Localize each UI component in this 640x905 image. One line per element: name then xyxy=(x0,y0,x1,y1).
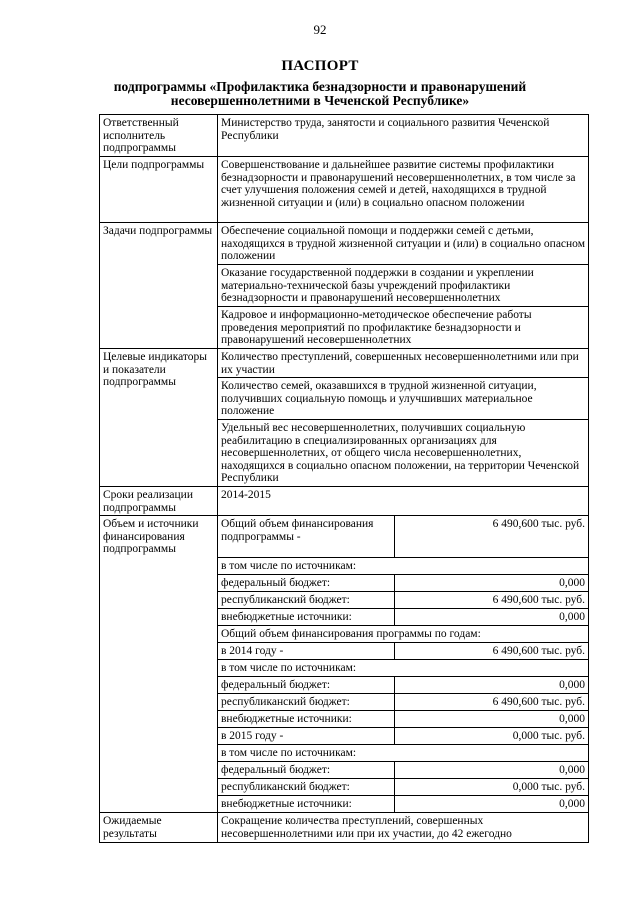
funding-2015-republic-value: 0,000 тыс. руб. xyxy=(395,779,589,796)
label-responsible: Ответственный исполнитель подпрограммы xyxy=(100,115,218,157)
funding-row xyxy=(218,779,588,796)
label-funding: Объем и источники финансирования подпрограммы xyxy=(100,516,218,813)
funding-2014-value: 6 490,600 тыс. руб. xyxy=(395,643,589,660)
funding-row xyxy=(218,626,588,643)
funding-row xyxy=(218,745,588,762)
funding-cell xyxy=(218,516,589,813)
funding-2014-federal-value: 0,000 xyxy=(395,677,589,694)
row-goals xyxy=(100,157,589,223)
funding-row xyxy=(218,592,588,609)
row-terms xyxy=(100,487,589,516)
task-item: Оказание государственной поддержки в создании и укреплении материально-технической базы учреждений профилактики безнадзорности и правонарушений несовершеннолетних xyxy=(218,265,589,307)
funding-row xyxy=(218,694,588,711)
document-subtitle: подпрограммы «Профилактика безнадзорности и правонарушений несовершеннолетними в Чеченской Республике» xyxy=(113,79,527,108)
funding-republic-label: республиканский бюджет: xyxy=(218,592,395,609)
funding-2014-republic-value: 6 490,600 тыс. руб. xyxy=(395,694,589,711)
funding-2015-extra-value: 0,000 xyxy=(395,796,589,813)
funding-total-row xyxy=(218,516,588,558)
funding-2014-republic-label: республиканский бюджет: xyxy=(218,694,395,711)
funding-row xyxy=(218,558,588,575)
funding-row xyxy=(218,575,588,592)
funding-republic-value: 6 490,600 тыс. руб. xyxy=(395,592,589,609)
task-item: Обеспечение социальной помощи и поддержки семей с детьми, находящихся в трудной жизненной ситуации и (или) в социально опасном положении xyxy=(218,223,589,265)
funding-2015-federal-label: федеральный бюджет: xyxy=(218,762,395,779)
funding-federal-label: федеральный бюджет: xyxy=(218,575,395,592)
label-goals: Цели подпрограммы xyxy=(100,157,218,223)
funding-extra-label: внебюджетные источники: xyxy=(218,609,395,626)
funding-2015-sources-label: в том числе по источникам: xyxy=(218,745,588,762)
task-item: Кадровое и информационно-методическое обеспечение работы проведения мероприятий по профилактике безнадзорности и правонарушений несовершеннолетних xyxy=(218,307,589,349)
funding-row xyxy=(218,609,588,626)
funding-by-year-label: Общий объем финансирования программы по годам: xyxy=(218,626,588,643)
funding-row xyxy=(218,677,588,694)
label-tasks: Задачи подпрограммы xyxy=(100,223,218,349)
funding-row xyxy=(218,711,588,728)
funding-2014-extra-label: внебюджетные источники: xyxy=(218,711,395,728)
funding-row xyxy=(218,660,588,677)
funding-2014-extra-value: 0,000 xyxy=(395,711,589,728)
value-terms: 2014-2015 xyxy=(218,487,589,516)
funding-2015-label: в 2015 году - xyxy=(218,728,395,745)
funding-2015-value: 0,000 тыс. руб. xyxy=(395,728,589,745)
label-results: Ожидаемые результаты xyxy=(100,813,218,843)
value-goals: Совершенствование и дальнейшее развитие системы профилактики безнадзорности и правонарушений несовершеннолетних, в том числе за счет улучшения положения семей и детей, находящихся в трудной жизненной ситуации и (или) в социально опасном положении xyxy=(218,157,589,223)
value-results: Сокращение количества преступлений, совершенных несовершеннолетними или при их участии, до 42 ежегодно xyxy=(218,813,589,843)
funding-table xyxy=(218,516,588,812)
funding-2014-federal-label: федеральный бюджет: xyxy=(218,677,395,694)
funding-row xyxy=(218,643,588,660)
indicator-item: Количество преступлений, совершенных несовершеннолетними или при их участии xyxy=(218,349,589,378)
indicator-item: Удельный вес несовершеннолетних, получивших социальную реабилитацию в специализированных организациях для несовершеннолетних, от общего числа несовершеннолетних, находящихся в социально опасном положении, на территории Чеченской Республики xyxy=(218,420,589,487)
label-indicators: Целевые индикаторы и показатели подпрограммы xyxy=(100,349,218,487)
page-number: 92 xyxy=(313,22,327,37)
row-tasks-1 xyxy=(100,223,589,265)
row-indicators-1 xyxy=(100,349,589,378)
funding-2015-republic-label: республиканский бюджет: xyxy=(218,779,395,796)
funding-2014-sources-label: в том числе по источникам: xyxy=(218,660,588,677)
label-terms: Сроки реализации подпрограммы xyxy=(100,487,218,516)
funding-sources-label: в том числе по источникам: xyxy=(218,558,588,575)
funding-2014-label: в 2014 году - xyxy=(218,643,395,660)
funding-2015-extra-label: внебюджетные источники: xyxy=(218,796,395,813)
funding-total-label: Общий объем финансирования подпрограммы - xyxy=(218,516,395,558)
row-funding xyxy=(100,516,589,813)
funding-2015-federal-value: 0,000 xyxy=(395,762,589,779)
funding-row xyxy=(218,762,588,779)
row-results xyxy=(100,813,589,843)
indicator-item: Количество семей, оказавшихся в трудной жизненной ситуации, получивших социальную помощь и улучшивших материальное положение xyxy=(218,378,589,420)
funding-row xyxy=(218,728,588,745)
row-responsible xyxy=(100,115,589,157)
funding-total-value: 6 490,600 тыс. руб. xyxy=(395,516,589,558)
passport-table xyxy=(99,114,589,843)
value-responsible: Министерство труда, занятости и социального развития Чеченской Республики xyxy=(218,115,589,157)
document-title: ПАСПОРТ xyxy=(281,58,359,74)
funding-federal-value: 0,000 xyxy=(395,575,589,592)
funding-row xyxy=(218,796,588,813)
funding-extra-value: 0,000 xyxy=(395,609,589,626)
